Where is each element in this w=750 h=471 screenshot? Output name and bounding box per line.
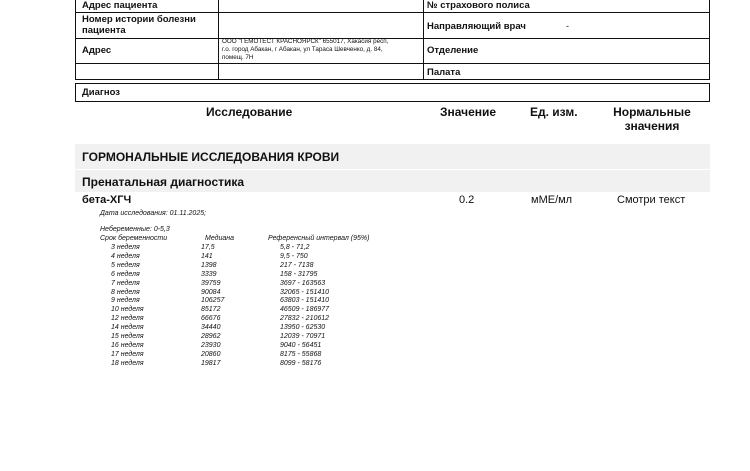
referring-doctor-value: - [566,21,569,31]
reference-interval: 32065 - 151410 [280,288,330,296]
reference-row [0,280,420,289]
reference-interval: 217 - 7138 [280,261,314,269]
result-name: бета-ХГЧ [82,194,132,206]
reference-term: 12 неделя [111,315,144,323]
reference-term: 7 неделя [111,279,140,287]
reference-interval: 158 - 31795 [280,270,318,278]
reference-interval: 5,8 - 71,2 [280,244,310,251]
reference-interval: 12039 - 70971 [280,333,326,340]
diagnosis-box [75,83,710,102]
col-median-header: Медиана [205,235,235,242]
reference-row [0,342,420,351]
reference-term: 5 неделя [111,261,140,269]
reference-row [0,306,420,315]
reference-table-header [0,235,420,244]
column-header-study: Исследование [206,105,293,119]
policy-number-label: № страхового полиса [427,0,530,11]
reference-median: 28962 [201,333,221,340]
lab-address-line2: г.о. город Абакан, г Абакан, ул Тараса Шевченко, д. 84, [222,46,383,53]
reference-interval: 3697 - 163563 [280,279,326,287]
address-label: Адрес [82,45,112,56]
lab-address-line1: ООО "ГЕМОТЕСТ КРАСНОЯРСК" 655017, Хакасия респ, [222,38,389,45]
section-title: ГОРМОНАЛЬНЫЕ ИССЛЕДОВАНИЯ КРОВИ [82,150,340,164]
reference-row [0,333,420,342]
reference-row [0,253,420,262]
study-date: Дата исследования: 01.11.2025; [100,210,207,217]
nonpregnant-reference: Небеременные: 0-5,3 [100,226,170,233]
reference-term: 15 неделя [111,333,144,340]
reference-row [0,315,420,324]
patient-address-label: Адрес пациента [82,0,158,11]
reference-row [0,360,420,369]
result-normal: Смотри текст [617,194,686,206]
column-header-value: Значение [440,105,497,119]
column-header-normal-line2: значения [624,119,680,133]
medical-history-label-line1: Номер истории болезни [82,14,196,25]
reference-median: 20860 [201,350,221,358]
reference-interval: 63803 - 151410 [280,297,330,305]
reference-interval: 27832 - 210612 [280,315,330,323]
reference-interval: 46509 - 186977 [280,306,330,314]
reference-table [0,235,420,375]
section-subtitle: Пренатальная диагностика [82,175,245,189]
column-header-normal-line1: Нормальные [613,105,691,119]
reference-interval: 9040 - 56451 [280,341,322,349]
column-header-normal [600,105,704,133]
reference-row [0,351,420,360]
col-interval-header: Референсный интервал (95%) [268,235,370,242]
reference-median: 66676 [201,315,221,323]
reference-row [0,324,420,333]
reference-term: 9 неделя [111,297,140,305]
reference-median: 106257 [201,297,225,305]
reference-row [0,297,420,306]
reference-term: 8 неделя [111,288,140,296]
column-header-unit: Ед. изм. [530,105,578,119]
medical-history-label [82,14,196,36]
reference-median: 90084 [201,288,221,296]
reference-median: 34440 [201,324,221,332]
reference-term: 4 неделя [111,252,140,260]
reference-term: 17 неделя [111,350,144,358]
referring-doctor-label: Направляющий врач [427,21,526,32]
reference-interval: 13950 - 62530 [280,324,326,332]
header-row-line [76,38,709,39]
reference-term: 6 неделя [111,270,140,278]
reference-row [0,244,420,253]
diagnosis-label: Диагноз [82,87,120,98]
lab-address-line3: помещ. 7Н [222,54,254,61]
reference-median: 39759 [201,279,221,287]
reference-median: 23930 [201,341,221,349]
department-label: Отделение [427,45,479,56]
result-unit: мМЕ/мл [531,194,573,206]
reference-term: 14 неделя [111,324,144,332]
reference-interval: 8099 - 58176 [280,359,322,367]
reference-row [0,271,420,280]
col-term-header: Срок беременности [100,235,168,242]
reference-term: 18 неделя [111,359,144,367]
reference-term: 10 неделя [111,306,144,314]
ward-label: Палата [427,67,461,78]
reference-interval: 9,5 - 750 [280,252,308,260]
reference-median: 1398 [201,261,217,269]
reference-row [0,289,420,298]
reference-median: 141 [201,252,213,260]
reference-term: 3 неделя [111,244,140,251]
lab-address [222,38,388,62]
reference-median: 85172 [201,306,221,314]
reference-row [0,262,420,271]
reference-median: 19817 [201,359,221,367]
header-row-line [76,12,709,13]
medical-history-label-line2: пациента [82,25,126,36]
reference-interval: 8175 - 55868 [280,350,322,358]
reference-median: 17,5 [201,244,215,251]
result-value: 0.2 [459,194,475,206]
header-row-line [76,63,709,64]
reference-median: 3339 [201,270,217,278]
reference-term: 16 неделя [111,341,144,349]
